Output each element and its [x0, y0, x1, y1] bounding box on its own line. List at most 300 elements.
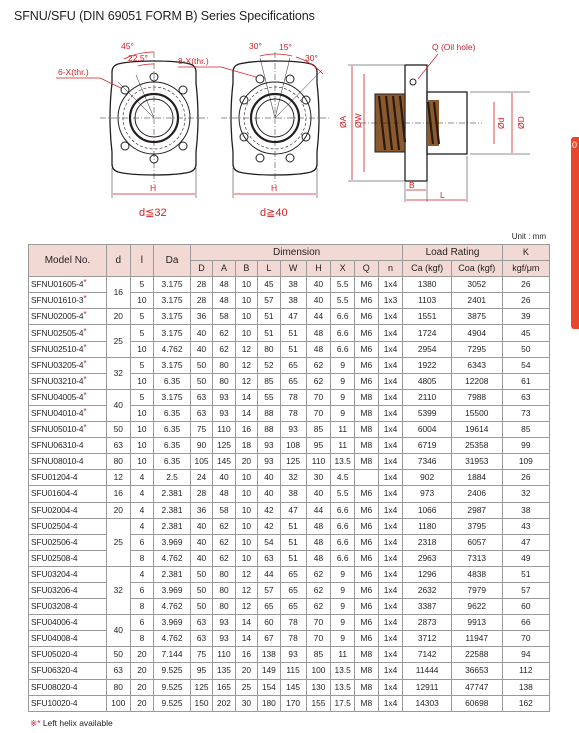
cell-model — [29, 357, 107, 373]
cell-l: 20 — [130, 647, 154, 663]
cell-model — [29, 518, 107, 534]
cell-k: 109 — [502, 454, 549, 470]
cell-d: 40 — [190, 341, 212, 357]
cell-da: 2.381 — [154, 486, 191, 502]
table-row — [29, 566, 550, 582]
cell-l: 180 — [258, 695, 280, 711]
cell-x: 11 — [331, 422, 355, 438]
cell-b: 10 — [235, 277, 257, 293]
cell-l: 4 — [130, 486, 154, 502]
cell-coa: 15500 — [451, 405, 502, 421]
cell-a: 80 — [213, 582, 235, 598]
cell-w: 170 — [280, 695, 306, 711]
cell-b: 10 — [235, 293, 257, 309]
cell-model — [29, 631, 107, 647]
cell-d: 36 — [190, 309, 212, 325]
cell-d: 20 — [106, 309, 130, 325]
cell-k: 60 — [502, 599, 549, 615]
cell-d: 32 — [106, 566, 130, 614]
cell-model — [29, 534, 107, 550]
cell-l: 88 — [258, 405, 280, 421]
model-number: SFNU08010-4 — [31, 456, 84, 467]
table-row — [29, 470, 550, 486]
cell-model — [29, 405, 107, 421]
cell-coa: 9622 — [451, 599, 502, 615]
cell-d: 63 — [106, 663, 130, 679]
model-number: SFNU04010-4 — [31, 407, 84, 418]
cell-ca: 2318 — [403, 534, 451, 550]
cell-coa: 7295 — [451, 341, 502, 357]
footnote-text: Left helix available — [42, 718, 113, 728]
cell-d: 90 — [190, 438, 212, 454]
cell-coa: 19614 — [451, 422, 502, 438]
footnote-star: * — [37, 718, 41, 728]
cell-l: 4 — [130, 566, 154, 582]
angle-label-30-right: 30° — [305, 53, 318, 63]
cell-h: 70 — [306, 615, 331, 631]
cell-w: 93 — [280, 422, 306, 438]
cell-b: 12 — [235, 582, 257, 598]
cell-a: 135 — [213, 663, 235, 679]
cell-w: 51 — [280, 325, 306, 341]
cell-l: 5 — [130, 309, 154, 325]
cell-da: 3.969 — [154, 582, 191, 598]
cell-da: 4.762 — [154, 341, 191, 357]
header-d: d — [106, 245, 130, 277]
cell-w: 78 — [280, 405, 306, 421]
cell-a: 165 — [213, 679, 235, 695]
left-helix-star: * — [83, 423, 87, 433]
cell-d: 50 — [190, 599, 212, 615]
cell-d: 25 — [106, 325, 130, 357]
cell-b: 14 — [235, 615, 257, 631]
cell-w: 38 — [280, 486, 306, 502]
cell-d: 75 — [190, 647, 212, 663]
model-number: SFNU02005-4 — [31, 311, 84, 322]
cell-d: 32 — [106, 357, 130, 389]
cell-l: 10 — [130, 454, 154, 470]
cell-l: 42 — [258, 518, 280, 534]
cell-w: 78 — [280, 615, 306, 631]
cell-w: 78 — [280, 389, 306, 405]
cell-l: 93 — [258, 438, 280, 454]
side-tab — [571, 137, 579, 329]
hole-label-6x: 6-X(thr.) — [58, 67, 89, 77]
cell-k: 162 — [502, 695, 549, 711]
hole-label-8x: 8-X(thr.) — [178, 56, 209, 66]
cell-w: 65 — [280, 357, 306, 373]
cell-w: 78 — [280, 631, 306, 647]
header-col-k-unit: kgf/μm — [502, 261, 549, 277]
cell-ca: 973 — [403, 486, 451, 502]
cell-h: 48 — [306, 518, 331, 534]
left-helix-star: * — [83, 326, 87, 336]
cell-q: M8 — [354, 695, 378, 711]
left-helix-star: * — [83, 310, 87, 320]
header-dimension: Dimension — [190, 245, 403, 261]
cell-l: 154 — [258, 679, 280, 695]
footnote-mark: ※ — [30, 718, 38, 728]
cell-a: 110 — [213, 422, 235, 438]
table-row — [29, 502, 550, 518]
cell-n: 1x4 — [378, 663, 403, 679]
cell-model — [29, 582, 107, 598]
cell-l: 51 — [258, 309, 280, 325]
cell-b: 12 — [235, 566, 257, 582]
cell-ca: 4805 — [403, 373, 451, 389]
cell-x: 9 — [331, 389, 355, 405]
cell-b: 10 — [235, 502, 257, 518]
cell-d: 50 — [190, 357, 212, 373]
cell-q: M6 — [354, 599, 378, 615]
cell-w: 51 — [280, 550, 306, 566]
cell-l: 52 — [258, 357, 280, 373]
model-number: SFU02506-4 — [31, 536, 78, 547]
cell-d: 105 — [190, 454, 212, 470]
table-row — [29, 277, 550, 293]
cell-w: 65 — [280, 373, 306, 389]
cell-l: 57 — [258, 293, 280, 309]
cell-w: 38 — [280, 277, 306, 293]
cell-a: 145 — [213, 454, 235, 470]
cell-l: 5 — [130, 325, 154, 341]
cell-b: 16 — [235, 647, 257, 663]
table-row — [29, 486, 550, 502]
cell-n: 1x4 — [378, 566, 403, 582]
cell-da: 4.762 — [154, 599, 191, 615]
cell-da: 2.381 — [154, 566, 191, 582]
cell-q: M6 — [354, 309, 378, 325]
left-helix-star: * — [83, 358, 87, 368]
cell-n: 1x4 — [378, 341, 403, 357]
cell-h: 40 — [306, 293, 331, 309]
cell-l: 55 — [258, 389, 280, 405]
cell-l: 60 — [258, 615, 280, 631]
cell-q: M6 — [354, 550, 378, 566]
cell-da: 3.175 — [154, 277, 191, 293]
cell-q: M8 — [354, 389, 378, 405]
cell-k: 26 — [502, 470, 549, 486]
cell-a: 110 — [213, 647, 235, 663]
cell-l: 65 — [258, 599, 280, 615]
cell-b: 20 — [235, 454, 257, 470]
cell-q: M8 — [354, 454, 378, 470]
cell-da: 6.35 — [154, 422, 191, 438]
cell-k: 112 — [502, 663, 549, 679]
cell-n: 1x4 — [378, 325, 403, 341]
cell-l: 57 — [258, 582, 280, 598]
cell-h: 155 — [306, 695, 331, 711]
cell-l: 10 — [130, 405, 154, 421]
cell-x: 9 — [331, 615, 355, 631]
cell-a: 48 — [213, 486, 235, 502]
cell-ca: 2963 — [403, 550, 451, 566]
cell-h: 85 — [306, 647, 331, 663]
cell-d: 16 — [106, 486, 130, 502]
cell-h: 48 — [306, 341, 331, 357]
cell-n: 1x4 — [378, 518, 403, 534]
left-helix-star: * — [83, 342, 87, 352]
table-row — [29, 518, 550, 534]
cell-x: 6.6 — [331, 550, 355, 566]
cell-l: 40 — [258, 486, 280, 502]
unit-note: Unit : mm — [511, 232, 546, 241]
cell-l: 42 — [258, 502, 280, 518]
header-col-ca: Ca (kgf) — [403, 261, 451, 277]
cell-coa: 36653 — [451, 663, 502, 679]
cell-w: 65 — [280, 566, 306, 582]
cell-h: 30 — [306, 470, 331, 486]
cell-q: M6 — [354, 341, 378, 357]
cell-d: 63 — [190, 615, 212, 631]
cell-q: M6 — [354, 566, 378, 582]
header-col-q: Q — [354, 261, 378, 277]
cell-q: M6 — [354, 277, 378, 293]
cell-x: 6.6 — [331, 325, 355, 341]
cell-model — [29, 373, 107, 389]
cell-b: 10 — [235, 534, 257, 550]
cell-d: 40 — [190, 518, 212, 534]
side-tab-label: 0 — [572, 140, 578, 150]
cell-w: 32 — [280, 470, 306, 486]
cell-n: 1x4 — [378, 373, 403, 389]
side-view-drawing — [338, 42, 530, 202]
cell-d: 80 — [106, 454, 130, 470]
cell-l: 44 — [258, 566, 280, 582]
cell-l: 93 — [258, 454, 280, 470]
cell-w: 38 — [280, 293, 306, 309]
cell-model — [29, 550, 107, 566]
cell-k: 94 — [502, 647, 549, 663]
caption-d-le-32: d≦32 — [139, 207, 167, 219]
cell-a: 202 — [213, 695, 235, 711]
cell-coa: 6343 — [451, 357, 502, 373]
cell-b: 12 — [235, 599, 257, 615]
cell-coa: 1884 — [451, 470, 502, 486]
flange-drawing-small — [56, 41, 208, 219]
angle-label-15: 15° — [279, 42, 292, 52]
model-number: SFU01204-4 — [31, 472, 78, 483]
cell-k: 66 — [502, 615, 549, 631]
spec-table-body — [29, 277, 550, 712]
flange-drawing-large — [178, 41, 329, 219]
cell-n: 1x4 — [378, 615, 403, 631]
cell-da: 6.35 — [154, 373, 191, 389]
cell-b: 20 — [235, 663, 257, 679]
cell-da: 6.35 — [154, 405, 191, 421]
cell-b: 14 — [235, 405, 257, 421]
cell-w: 125 — [280, 454, 306, 470]
cell-n: 1x4 — [378, 550, 403, 566]
cell-b: 18 — [235, 438, 257, 454]
cell-model — [29, 486, 107, 502]
cell-d: 28 — [190, 277, 212, 293]
dim-label-w: ØW — [353, 113, 363, 128]
cell-d: 63 — [190, 405, 212, 421]
cell-n: 1x4 — [378, 486, 403, 502]
cell-n: 1x4 — [378, 695, 403, 711]
left-helix-star: * — [83, 406, 87, 416]
cell-d: 100 — [106, 695, 130, 711]
cell-model — [29, 695, 107, 711]
cell-da: 4.762 — [154, 550, 191, 566]
cell-l: 10 — [130, 422, 154, 438]
cell-ca: 2632 — [403, 582, 451, 598]
cell-l: 51 — [258, 325, 280, 341]
cell-coa: 6057 — [451, 534, 502, 550]
header-da: Da — [154, 245, 191, 277]
cell-da: 2.381 — [154, 518, 191, 534]
cell-w: 93 — [280, 647, 306, 663]
cell-w: 108 — [280, 438, 306, 454]
cell-a: 80 — [213, 357, 235, 373]
cell-coa: 3795 — [451, 518, 502, 534]
cell-l: 5 — [130, 389, 154, 405]
cell-ca: 3387 — [403, 599, 451, 615]
cell-model — [29, 663, 107, 679]
cell-n: 1x4 — [378, 389, 403, 405]
cell-ca: 902 — [403, 470, 451, 486]
table-row — [29, 389, 550, 405]
cell-h: 48 — [306, 325, 331, 341]
model-number: SFU02508-4 — [31, 552, 78, 563]
cell-coa: 25358 — [451, 438, 502, 454]
cell-da: 3.175 — [154, 293, 191, 309]
cell-q: M6 — [354, 373, 378, 389]
cell-da: 4.762 — [154, 631, 191, 647]
model-number: SFU01604-4 — [31, 488, 78, 499]
cell-model — [29, 341, 107, 357]
cell-w: 51 — [280, 534, 306, 550]
cell-a: 48 — [213, 277, 235, 293]
table-row — [29, 357, 550, 373]
header-col-a: A — [213, 261, 235, 277]
cell-ca: 2954 — [403, 341, 451, 357]
cell-a: 62 — [213, 341, 235, 357]
cell-b: 10 — [235, 518, 257, 534]
cell-x: 9 — [331, 599, 355, 615]
cell-da: 2.5 — [154, 470, 191, 486]
cell-x: 9 — [331, 566, 355, 582]
angle-label-22-5: 22.5° — [128, 53, 148, 63]
cell-d: 63 — [190, 631, 212, 647]
cell-q: M6 — [354, 293, 378, 309]
spec-table — [28, 244, 550, 712]
cell-da: 3.175 — [154, 357, 191, 373]
cell-n: 1x4 — [378, 277, 403, 293]
cell-k: 45 — [502, 325, 549, 341]
cell-ca: 2110 — [403, 389, 451, 405]
cell-d: 28 — [190, 486, 212, 502]
cell-ca: 7142 — [403, 647, 451, 663]
cell-h: 62 — [306, 582, 331, 598]
cell-da: 9.525 — [154, 695, 191, 711]
cell-d: 125 — [190, 679, 212, 695]
cell-da: 3.175 — [154, 389, 191, 405]
cell-a: 62 — [213, 518, 235, 534]
left-helix-star: * — [83, 278, 87, 288]
header-l: l — [130, 245, 154, 277]
cell-coa: 7313 — [451, 550, 502, 566]
cell-d: 50 — [190, 373, 212, 389]
cell-k: 26 — [502, 293, 549, 309]
model-number: SFU02004-4 — [31, 504, 78, 515]
cell-l: 6 — [130, 534, 154, 550]
cell-k: 57 — [502, 582, 549, 598]
cell-coa: 4838 — [451, 566, 502, 582]
cell-h: 95 — [306, 438, 331, 454]
cell-d: 40 — [106, 389, 130, 421]
cell-model — [29, 309, 107, 325]
cell-h: 62 — [306, 357, 331, 373]
cell-l: 10 — [130, 293, 154, 309]
cell-model — [29, 389, 107, 405]
cell-a: 62 — [213, 550, 235, 566]
cell-coa: 9913 — [451, 615, 502, 631]
cell-n: 1x4 — [378, 422, 403, 438]
page-title: SFNU/SFU (DIN 69051 FORM B) Series Specifications — [14, 9, 315, 23]
cell-model — [29, 438, 107, 454]
cell-a: 40 — [213, 470, 235, 486]
cell-b: 12 — [235, 341, 257, 357]
cell-a: 80 — [213, 599, 235, 615]
cell-h: 100 — [306, 663, 331, 679]
cell-b: 10 — [235, 470, 257, 486]
cell-l: 4 — [130, 470, 154, 486]
cell-w: 65 — [280, 582, 306, 598]
cell-d: 63 — [190, 389, 212, 405]
model-number: SFNU01610-3 — [31, 295, 84, 306]
cell-n: 1x4 — [378, 679, 403, 695]
cell-x: 17.5 — [331, 695, 355, 711]
cell-d: 150 — [190, 695, 212, 711]
table-row — [29, 647, 550, 663]
header-col-w: W — [280, 261, 306, 277]
cell-d: 12 — [106, 470, 130, 486]
cell-x: 6.6 — [331, 502, 355, 518]
cell-da: 2.381 — [154, 502, 191, 518]
cell-a: 93 — [213, 615, 235, 631]
angle-label-30-left: 30° — [249, 41, 262, 51]
cell-coa: 31953 — [451, 454, 502, 470]
cell-l: 80 — [258, 341, 280, 357]
cell-ca: 12911 — [403, 679, 451, 695]
cell-b: 10 — [235, 550, 257, 566]
cell-n: 1x4 — [378, 599, 403, 615]
cell-a: 58 — [213, 309, 235, 325]
cell-ca: 6719 — [403, 438, 451, 454]
cell-ca: 1066 — [403, 502, 451, 518]
cell-b: 10 — [235, 309, 257, 325]
cell-x: 6.6 — [331, 341, 355, 357]
cell-l: 20 — [130, 695, 154, 711]
cell-b: 12 — [235, 357, 257, 373]
cell-k: 39 — [502, 309, 549, 325]
cell-ca: 1922 — [403, 357, 451, 373]
cell-l: 20 — [130, 663, 154, 679]
cell-q: M6 — [354, 582, 378, 598]
cell-l: 4 — [130, 502, 154, 518]
cell-q: M6 — [354, 615, 378, 631]
table-row — [29, 695, 550, 711]
cell-k: 47 — [502, 534, 549, 550]
angle-label-45: 45° — [121, 41, 134, 51]
cell-q: M6 — [354, 325, 378, 341]
header-model: Model No. — [29, 245, 107, 277]
cell-d: 16 — [106, 277, 130, 309]
cell-h: 62 — [306, 566, 331, 582]
left-helix-star: * — [83, 374, 87, 384]
